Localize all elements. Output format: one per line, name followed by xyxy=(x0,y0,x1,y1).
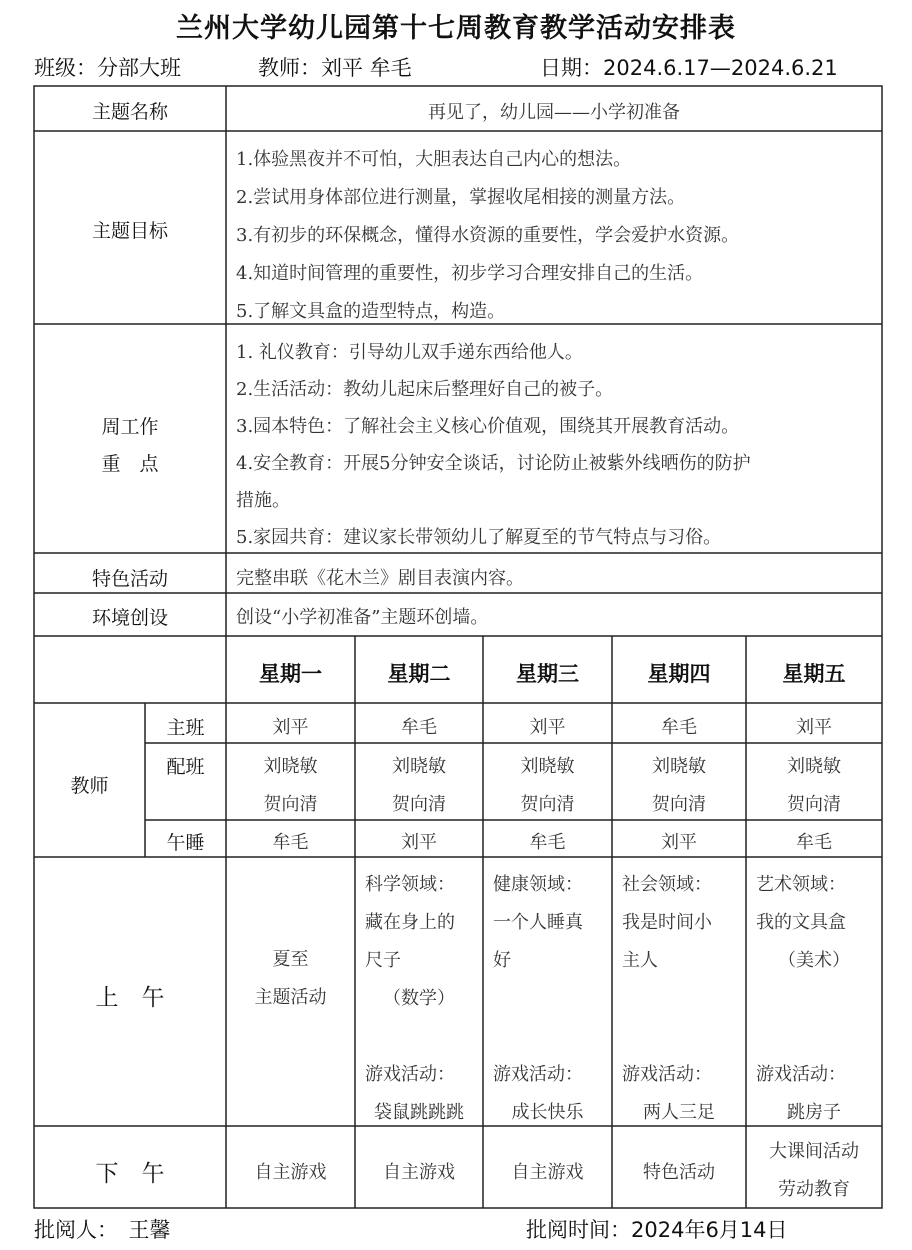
role-nap-label: 午睡 xyxy=(166,832,205,854)
theme-goal-item: 4.知道时间管理的重要性，初步学习合理安排自己的生活。 xyxy=(236,263,704,284)
nap-teacher-cell: 牟毛 xyxy=(796,832,832,853)
day-header: 星期四 xyxy=(647,662,711,686)
weekly-focus-label-line1: 周工作 xyxy=(101,416,159,438)
theme-goal-item: 5.了解文具盒的造型特点，构造。 xyxy=(236,301,506,322)
nap-teacher-cell: 牟毛 xyxy=(529,832,566,853)
main-teacher-cell: 刘平 xyxy=(529,717,566,738)
afternoon-activity-line: 劳动教育 xyxy=(778,1179,850,1200)
morning-activity-line: 尺子 xyxy=(365,950,401,971)
reviewer: 批阅人： 王馨 xyxy=(34,1218,171,1242)
morning-game-line: 跳房子 xyxy=(787,1102,841,1123)
teachers-info: 教师：刘平 牟毛 xyxy=(258,56,412,80)
morning-activity-line: 藏在身上的 xyxy=(365,912,455,933)
day-header: 星期五 xyxy=(782,662,846,686)
review-time: 批阅时间：2024年6月14日 xyxy=(526,1218,788,1242)
morning-activity-line: 好 xyxy=(493,950,511,971)
weekly-focus-item: 2.生活活动：教幼儿起床后整理好自己的被子。 xyxy=(236,379,614,400)
day-header: 星期一 xyxy=(259,662,322,686)
weekly-focus-item: 1. 礼仪教育：引导幼儿双手递东西给他人。 xyxy=(236,342,583,363)
day-header: 星期二 xyxy=(387,662,451,686)
table-border xyxy=(34,86,882,1208)
class-info: 班级：分部大班 xyxy=(34,56,181,80)
theme-name-value: 再见了，幼儿园——小学初准备 xyxy=(428,102,680,123)
theme-goal-item: 2.尝试用身体部位进行测量，掌握收尾相接的测量方法。 xyxy=(236,187,686,208)
morning-label: 上 午 xyxy=(95,985,165,1011)
role-assist-label: 配班 xyxy=(166,756,205,778)
afternoon-activity-line: 自主游戏 xyxy=(383,1162,455,1183)
morning-activity-line: （数学） xyxy=(383,988,455,1009)
morning-game-line: 游戏活动： xyxy=(365,1064,455,1085)
role-main-label: 主班 xyxy=(166,717,205,739)
date-info: 日期：2024.6.17—2024.6.21 xyxy=(540,56,838,80)
assist-teacher-cell: 贺向清 xyxy=(787,794,841,815)
morning-activity-line: 艺术领域： xyxy=(756,874,846,895)
theme-goal-item: 1.体验黑夜并不可怕，大胆表达自己内心的想法。 xyxy=(236,149,632,170)
morning-game-line: 游戏活动： xyxy=(756,1064,846,1085)
main-teacher-cell: 刘平 xyxy=(272,717,309,738)
assist-teacher-cell: 贺向清 xyxy=(520,794,575,815)
main-teacher-cell: 牟毛 xyxy=(401,717,437,738)
morning-game-line: 两人三足 xyxy=(643,1102,715,1123)
afternoon-activity-line: 自主游戏 xyxy=(511,1162,584,1183)
teacher-label: 教师 xyxy=(70,775,109,797)
morning-game-line: 游戏活动： xyxy=(493,1064,583,1085)
afternoon-label: 下 午 xyxy=(95,1161,165,1187)
assist-teacher-cell: 刘晓敏 xyxy=(392,756,446,777)
assist-teacher-cell: 贺向清 xyxy=(652,794,706,815)
assist-teacher-cell: 贺向清 xyxy=(392,794,446,815)
morning-activity-line: 夏至 xyxy=(272,949,309,970)
page-title: 兰州大学幼儿园第十七周教育教学活动安排表 xyxy=(176,13,736,44)
morning-game-line: 游戏活动： xyxy=(622,1064,712,1085)
morning-game-line: 成长快乐 xyxy=(511,1102,584,1123)
weekly-focus-item: 5.家园共育：建议家长带领幼儿了解夏至的节气特点与习俗。 xyxy=(236,527,722,548)
afternoon-activity-line: 大课间活动 xyxy=(769,1141,859,1162)
day-header: 星期三 xyxy=(516,662,579,686)
nap-teacher-cell: 刘平 xyxy=(401,832,437,853)
special-activity-label: 特色活动 xyxy=(91,568,168,590)
afternoon-activity-line: 自主游戏 xyxy=(254,1162,327,1183)
weekly-focus-item: 措施。 xyxy=(236,490,290,511)
special-activity-value: 完整串联《花木兰》剧目表演内容。 xyxy=(236,568,524,589)
assist-teacher-cell: 刘晓敏 xyxy=(263,756,318,777)
main-teacher-cell: 牟毛 xyxy=(661,717,697,738)
weekly-focus-label-line2: 重 点 xyxy=(101,453,159,475)
assist-teacher-cell: 刘晓敏 xyxy=(652,756,706,777)
afternoon-activity-line: 特色活动 xyxy=(643,1162,715,1183)
theme-goal-item: 3.有初步的环保概念，懂得水资源的重要性，学会爱护水资源。 xyxy=(236,225,740,246)
weekly-focus-item: 4.安全教育：开展5分钟安全谈话，讨论防止被紫外线晒伤的防护 xyxy=(236,453,751,474)
assist-teacher-cell: 刘晓敏 xyxy=(520,756,575,777)
morning-game-line: 袋鼠跳跳跳 xyxy=(374,1102,464,1123)
morning-activity-line: 科学领域： xyxy=(365,874,455,895)
assist-teacher-cell: 贺向清 xyxy=(263,794,318,815)
morning-activity-line: 我是时间小 xyxy=(622,912,712,933)
main-teacher-cell: 刘平 xyxy=(796,717,832,738)
environment-value: 创设“小学初准备”主题环创墙。 xyxy=(236,607,489,628)
weekly-focus-item: 3.园本特色：了解社会主义核心价值观，围绕其开展教育活动。 xyxy=(236,416,740,437)
theme-goals-label: 主题目标 xyxy=(91,220,168,242)
morning-activity-line: 主题活动 xyxy=(254,987,327,1008)
morning-activity-line: 主人 xyxy=(622,950,658,971)
nap-teacher-cell: 刘平 xyxy=(661,832,697,853)
morning-activity-line: 我的文具盒 xyxy=(756,912,846,933)
theme-name-label: 主题名称 xyxy=(91,101,168,123)
morning-activity-line: （美术） xyxy=(778,950,850,971)
morning-activity-line: 健康领域： xyxy=(493,874,583,895)
nap-teacher-cell: 牟毛 xyxy=(272,832,309,853)
environment-label: 环境创设 xyxy=(91,607,168,629)
morning-activity-line: 一个人睡真 xyxy=(493,912,583,933)
morning-activity-line: 社会领域： xyxy=(622,874,712,895)
assist-teacher-cell: 刘晓敏 xyxy=(787,756,841,777)
